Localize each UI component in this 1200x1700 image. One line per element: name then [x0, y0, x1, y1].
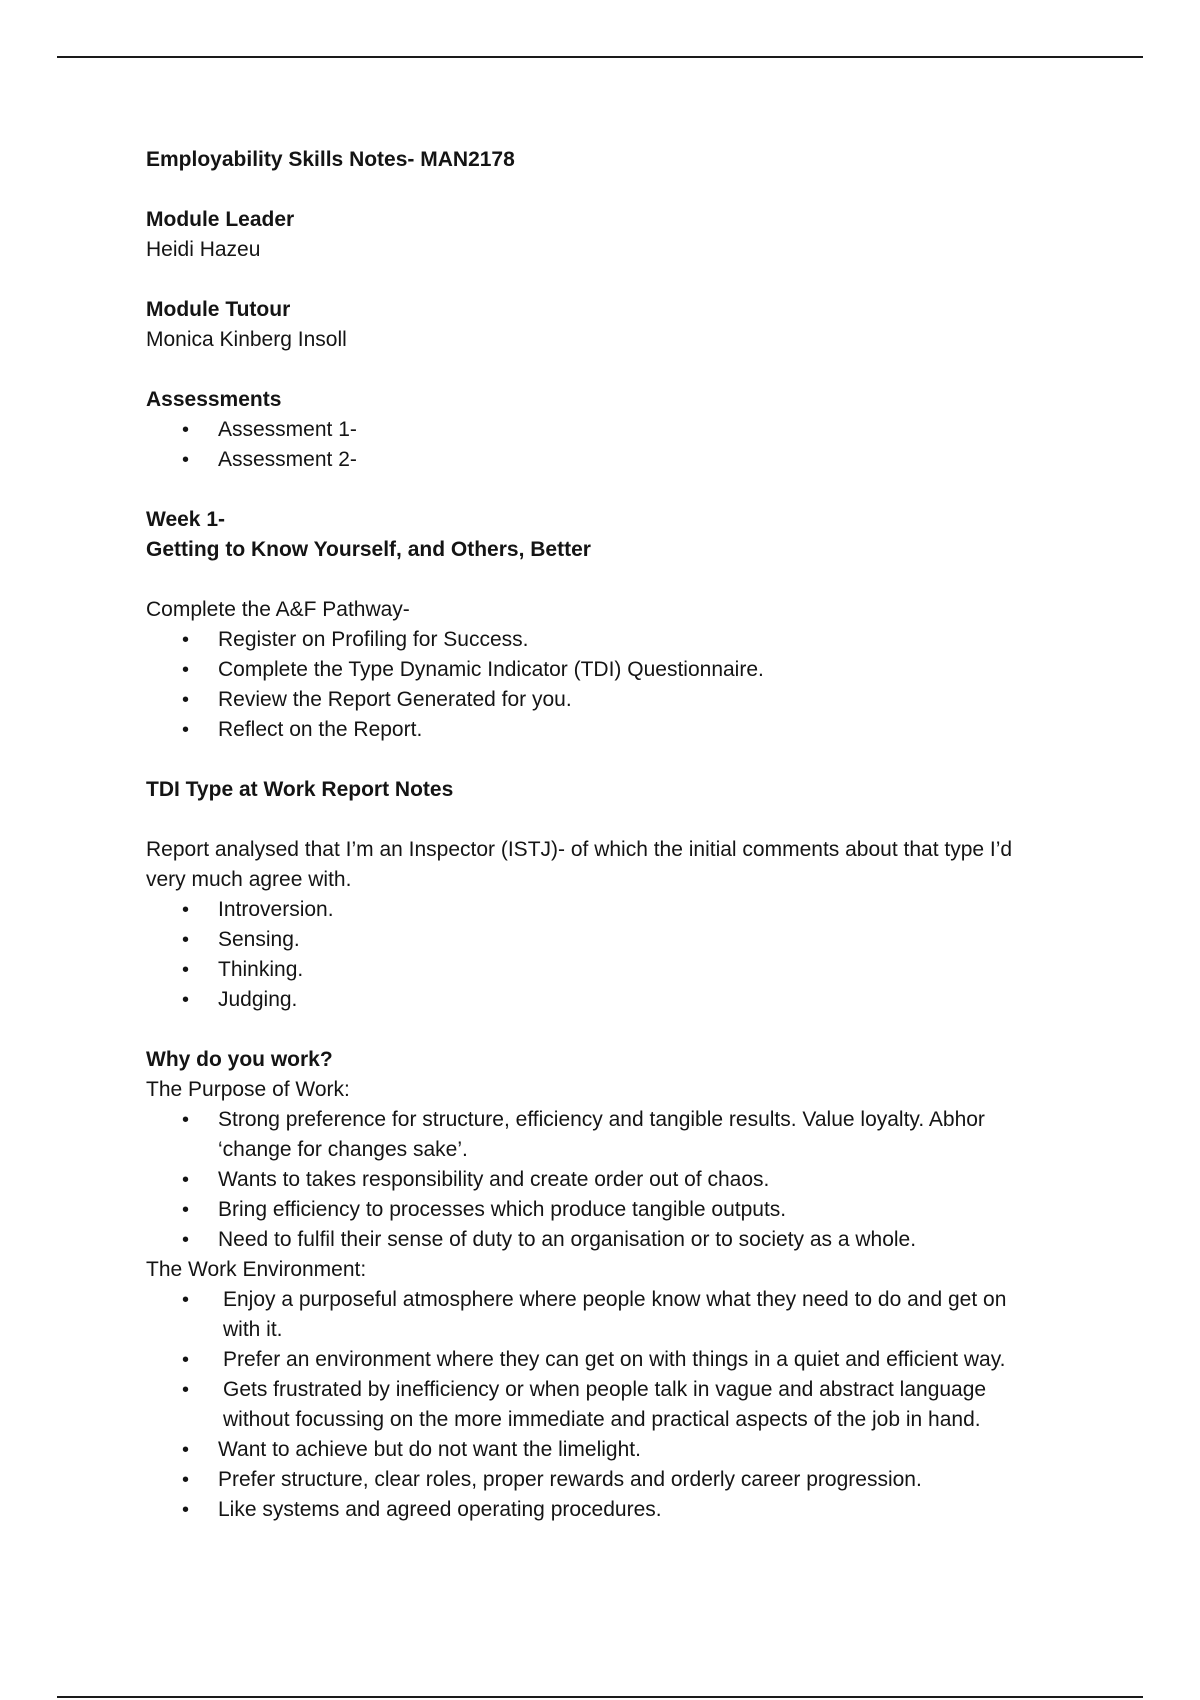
list-item: • Assessment 2-: [146, 445, 1046, 475]
list-item: • Need to fulfil their sense of duty to an organisation or to society as a whole.: [146, 1225, 1046, 1255]
bottom-rule: [57, 1696, 1143, 1698]
list-item: • Like systems and agreed operating procedures.: [146, 1495, 1046, 1525]
spacer: [146, 565, 1046, 595]
document-title: Employability Skills Notes- MAN2178: [146, 148, 515, 171]
week1-subtitle: Getting to Know Yourself, and Others, Better: [146, 538, 591, 561]
week1-label: Week 1-: [146, 508, 225, 531]
purpose-label: The Purpose of Work:: [146, 1078, 350, 1101]
why-work-heading: Why do you work?: [146, 1048, 333, 1071]
list-item: • Bring efficiency to processes which produce tangible outputs.: [146, 1195, 1046, 1225]
module-leader-label: Module Leader: [146, 208, 295, 231]
module-tutor-label: Module Tutour: [146, 298, 291, 321]
environment-list-continued: [146, 1435, 1046, 1525]
spacer: [146, 475, 1046, 505]
tdi-heading: TDI Type at Work Report Notes: [146, 778, 454, 801]
week1-intro: Complete the A&F Pathway-: [146, 598, 410, 621]
document-page: [146, 145, 1046, 1525]
tdi-list: [146, 895, 1046, 1015]
list-item: • Introversion.: [146, 895, 1046, 925]
module-tutor-name: Monica Kinberg Insoll: [146, 328, 347, 351]
module-leader-name: Heidi Hazeu: [146, 238, 261, 261]
list-item: • Thinking.: [146, 955, 1046, 985]
assessments-list: [146, 415, 1046, 475]
environment-list: [146, 1285, 1046, 1435]
list-item: • Register on Profiling for Success.: [146, 625, 1046, 655]
list-item: • Prefer an environment where they can get on with things in a quiet and efficient way.: [146, 1345, 1046, 1375]
spacer: [146, 805, 1046, 835]
spacer: [146, 265, 1046, 295]
environment-label: The Work Environment:: [146, 1258, 367, 1281]
list-item: • Enjoy a purposeful atmosphere where people know what they need to do and get on with it.: [146, 1285, 1046, 1345]
list-item: • Sensing.: [146, 925, 1046, 955]
spacer: [146, 745, 1046, 775]
spacer: [146, 1015, 1046, 1045]
spacer: [146, 355, 1046, 385]
list-item: • Prefer structure, clear roles, proper rewards and orderly career progression.: [146, 1465, 1046, 1495]
assessments-label: Assessments: [146, 388, 282, 411]
list-item: • Review the Report Generated for you.: [146, 685, 1046, 715]
list-item: • Complete the Type Dynamic Indicator (TDI) Questionnaire.: [146, 655, 1046, 685]
list-item: • Want to achieve but do not want the limelight.: [146, 1435, 1046, 1465]
spacer: [146, 175, 1046, 205]
top-rule: [57, 56, 1143, 58]
purpose-list: [146, 1105, 1046, 1255]
list-item: • Gets frustrated by inefficiency or when people talk in vague and abstract language without focussing on the more immediate and practical aspects of the job in hand.: [146, 1375, 1046, 1435]
week1-list: [146, 625, 1046, 745]
tdi-intro: Report analysed that I’m an Inspector (ISTJ)- of which the initial comments about that type I’d very much agree with.: [146, 838, 1013, 891]
list-item: • Reflect on the Report.: [146, 715, 1046, 745]
list-item: • Assessment 1-: [146, 415, 1046, 445]
list-item: • Strong preference for structure, efficiency and tangible results. Value loyalty. Abhor ‘change for changes sake’.: [146, 1105, 1046, 1165]
list-item: • Judging.: [146, 985, 1046, 1015]
list-item: • Wants to takes responsibility and create order out of chaos.: [146, 1165, 1046, 1195]
